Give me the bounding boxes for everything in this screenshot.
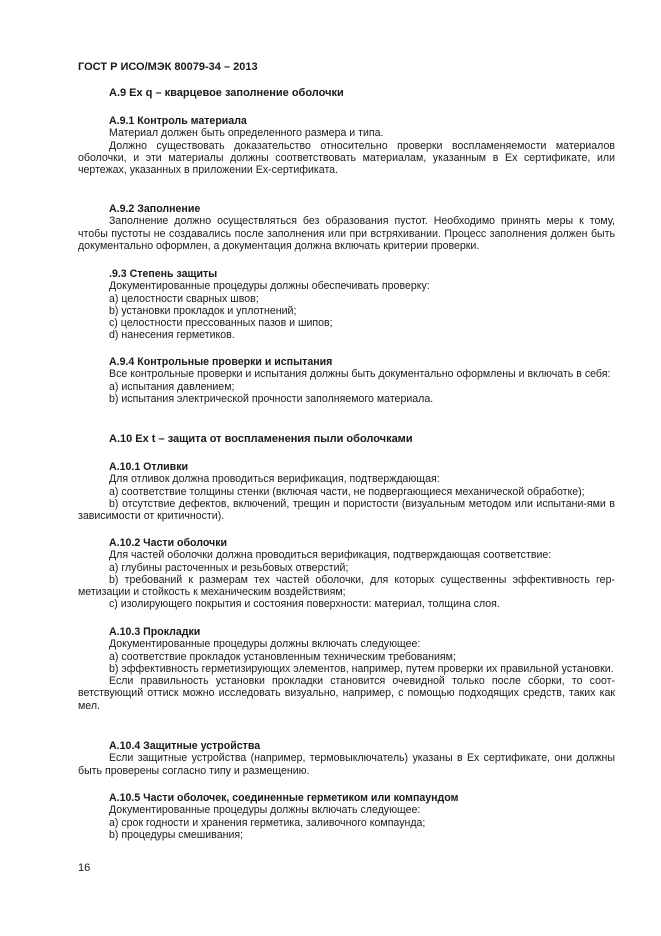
section-a10-5 <box>78 792 615 841</box>
document-header: ГОСТ Р ИСО/МЭК 80079-34 – 2013 <box>78 61 258 73</box>
section-a9-4 <box>78 356 615 405</box>
list-item: b) отсутствие дефектов, включений, трещин и пористости (визуальным методом или испытани-ями в зависимости от критичности). <box>78 497 615 523</box>
paragraph: Должно существовать доказательство относительно проверки воспламеняемости материалов оболочки, и эти материалы должны соответствовать материалам, указанным в Ех сертификате, или чертежах, указанных в приложении Ех-сертификата. <box>78 139 615 177</box>
list-item: b) установки прокладок и уплотнений; <box>109 304 297 317</box>
section-heading: А.10 Ex t – защита от воспламенения пыли оболочками <box>109 433 413 445</box>
paragraph: Документированные процедуры должны включать следующее: <box>109 638 421 651</box>
paragraph: Материал должен быть определенного размера и типа. <box>109 127 384 140</box>
list-item: b) эффективность герметизирующих элементов, например, путем проверки их правильной установки. <box>109 662 614 675</box>
list-item: а) срок годности и хранения герметика, заливочного компаунда; <box>109 816 426 829</box>
section-a10-2 <box>78 537 615 611</box>
section-heading: А.10.2 Части оболочки <box>109 537 228 549</box>
section-heading: А.10.5 Части оболочек, соединенные герметиком или компаундом <box>109 792 459 804</box>
list-item: c) целостности прессованных пазов и шипов; <box>109 317 333 330</box>
list-item: а) соответствие прокладок установленным техническим требованиям; <box>109 650 456 663</box>
section-heading: .9.3 Степень защиты <box>109 268 218 280</box>
paragraph: Для отливок должна проводиться верификация, подтверждающая: <box>109 473 440 486</box>
section-a10-1 <box>78 461 615 522</box>
list-item: d) нанесения герметиков. <box>109 329 235 342</box>
list-item: а) испытания давлением; <box>109 380 235 393</box>
section-a10 <box>78 433 615 445</box>
section-heading: А.9.4 Контрольные проверки и испытания <box>109 356 333 368</box>
paragraph: Заполнение должно осуществляться без образования пустот. Необходимо принять меры к тому, чтобы пустоты не создавались после заполнения или при встряхивании. Процесс заполнения должен быть документально оформлен, а документация должна включать критерии проверки. <box>78 215 615 252</box>
list-item: а) соответствие толщины стенки (включая части, не подвергающиеся механической обработке); <box>109 485 585 498</box>
paragraph: Если защитные устройства (например, термовыключатель) указаны в Ех сертификате, они должны быть проверены согласно типу и размещению. <box>78 752 615 777</box>
section-a9-3 <box>78 268 615 342</box>
paragraph: Для частей оболочки должна проводиться верификация, подтверждающая соответствие: <box>109 549 552 562</box>
list-item: а) целостности сварных швов; <box>109 292 259 305</box>
section-heading: А.9.2 Заполнение <box>109 203 201 215</box>
section-heading: А.9 Ex q – кварцевое заполнение оболочки <box>109 87 344 99</box>
section-heading: А.10.1 Отливки <box>109 461 189 473</box>
section-a10-4 <box>78 740 615 777</box>
list-item: b) требований к размерам тех частей оболочки, для которых существенны эффективность гер-метизации и стойкость к механическим воздействиям; <box>78 573 615 599</box>
list-item: c) изолирующего покрытия и состояния поверхности: материал, толщина слоя. <box>109 598 500 611</box>
section-a9 <box>78 87 615 99</box>
section-heading: А.9.1 Контроль материала <box>109 115 247 127</box>
paragraph: Все контрольные проверки и испытания должны быть документально оформлены и включать в себя: <box>109 368 611 381</box>
list-item: а) глубины расточенных и резьбовых отверстий; <box>109 561 349 574</box>
section-a9-2 <box>78 203 615 252</box>
section-heading: А.10.3 Прокладки <box>109 626 201 638</box>
paragraph: Документированные процедуры должны обеспечивать проверку: <box>109 280 430 293</box>
paragraph: Если правильность установки прокладки становится очевидной только после сборки, то соот-ветствующий оттиск можно исследовать визуально, например, с помощью подходящих средств, таких как мел. <box>78 675 615 712</box>
section-a9-1 <box>78 115 615 176</box>
page-number: 16 <box>78 862 91 874</box>
paragraph: Документированные процедуры должны включать следующее: <box>109 804 421 817</box>
list-item: b) процедуры смешивания; <box>109 828 244 841</box>
list-item: b) испытания электрической прочности заполняемого материала. <box>109 392 434 405</box>
section-heading: А.10.4 Защитные устройства <box>109 740 261 752</box>
section-a10-3 <box>78 626 615 712</box>
